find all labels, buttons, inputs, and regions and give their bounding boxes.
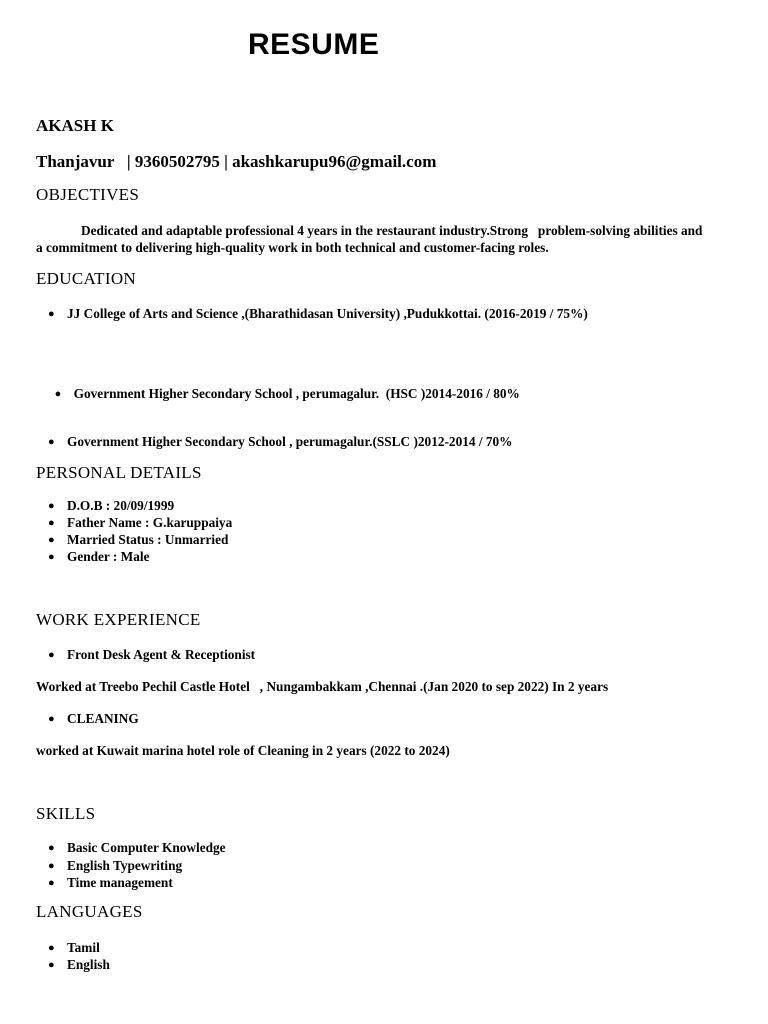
- education-text: Government Higher Secondary School , perumagalur. (HSC )2014-2016 / 80%: [73, 386, 520, 401]
- bullet-icon: ●: [54, 388, 62, 400]
- personal-text: Gender : Male: [67, 549, 150, 564]
- skill-item: [48, 840, 226, 856]
- work-description: worked at Kuwait marina hotel role of Cleaning in 2 years (2022 to 2024): [36, 743, 450, 758]
- candidate-name: AKASH K: [36, 116, 114, 135]
- personal-item: [48, 515, 232, 531]
- skill-text: Basic Computer Knowledge: [67, 840, 226, 855]
- contact-line: Thanjavur | 9360502795 | akashkarupu96@gmail.com: [36, 152, 437, 171]
- work-role: [48, 647, 255, 663]
- education-heading: EDUCATION: [36, 269, 136, 288]
- work-experience-heading: WORK EXPERIENCE: [36, 610, 201, 629]
- bullet-icon: ●: [48, 842, 55, 854]
- work-role-text: Front Desk Agent & Receptionist: [67, 647, 256, 662]
- language-text: English: [67, 957, 110, 972]
- resume-title: RESUME: [248, 28, 380, 61]
- education-item: [48, 370, 520, 402]
- work-role: [48, 711, 139, 727]
- work-role-text: CLEANING: [67, 711, 139, 726]
- skill-text: English Typewriting: [67, 858, 183, 873]
- bullet-icon: ●: [48, 860, 55, 872]
- bullet-icon: ●: [48, 551, 55, 563]
- work-description: Worked at Treebo Pechil Castle Hotel , Nungambakkam ,Chennai .(Jan 2020 to sep 2022) In 2 years: [36, 679, 609, 694]
- personal-text: Father Name : G.karuppaiya: [67, 515, 233, 530]
- education-text: JJ College of Arts and Science ,(Bharathidasan University) ,Pudukkottai. (2016-2019 / 75%): [67, 306, 588, 321]
- bullet-icon: ●: [48, 713, 55, 725]
- objective-text: Dedicated and adaptable professional 4 years in the restaurant industry.Strong problem-solving abilities and a commitment to delivering high-quality work in both technical and customer-facing roles.: [36, 223, 706, 255]
- bullet-icon: ●: [48, 534, 55, 546]
- bullet-icon: ●: [48, 877, 55, 889]
- bullet-icon: ●: [48, 308, 55, 320]
- bullet-icon: ●: [48, 942, 55, 954]
- personal-item: [48, 498, 174, 514]
- objectives-heading: OBJECTIVES: [36, 185, 140, 204]
- education-text: Government Higher Secondary School , perumagalur.(SSLC )2012-2014 / 70%: [67, 434, 513, 449]
- bullet-icon: ●: [48, 959, 55, 971]
- skill-item: [48, 875, 173, 891]
- skills-heading: SKILLS: [36, 804, 96, 823]
- personal-details-heading: PERSONAL DETAILS: [36, 463, 202, 482]
- bullet-icon: ●: [48, 500, 55, 512]
- language-item: [48, 957, 110, 973]
- personal-item: [48, 549, 149, 565]
- bullet-icon: ●: [48, 436, 55, 448]
- languages-heading: LANGUAGES: [36, 902, 143, 921]
- education-item: [48, 434, 512, 450]
- education-item: [48, 306, 588, 322]
- personal-text: Married Status : Unmarried: [67, 532, 229, 547]
- personal-item: [48, 532, 228, 548]
- personal-text: D.O.B : 20/09/1999: [67, 498, 175, 513]
- bullet-icon: ●: [48, 649, 55, 661]
- language-text: Tamil: [67, 940, 100, 955]
- bullet-icon: ●: [48, 517, 55, 529]
- skill-text: Time management: [67, 875, 173, 890]
- language-item: [48, 940, 100, 956]
- skill-item: [48, 858, 182, 874]
